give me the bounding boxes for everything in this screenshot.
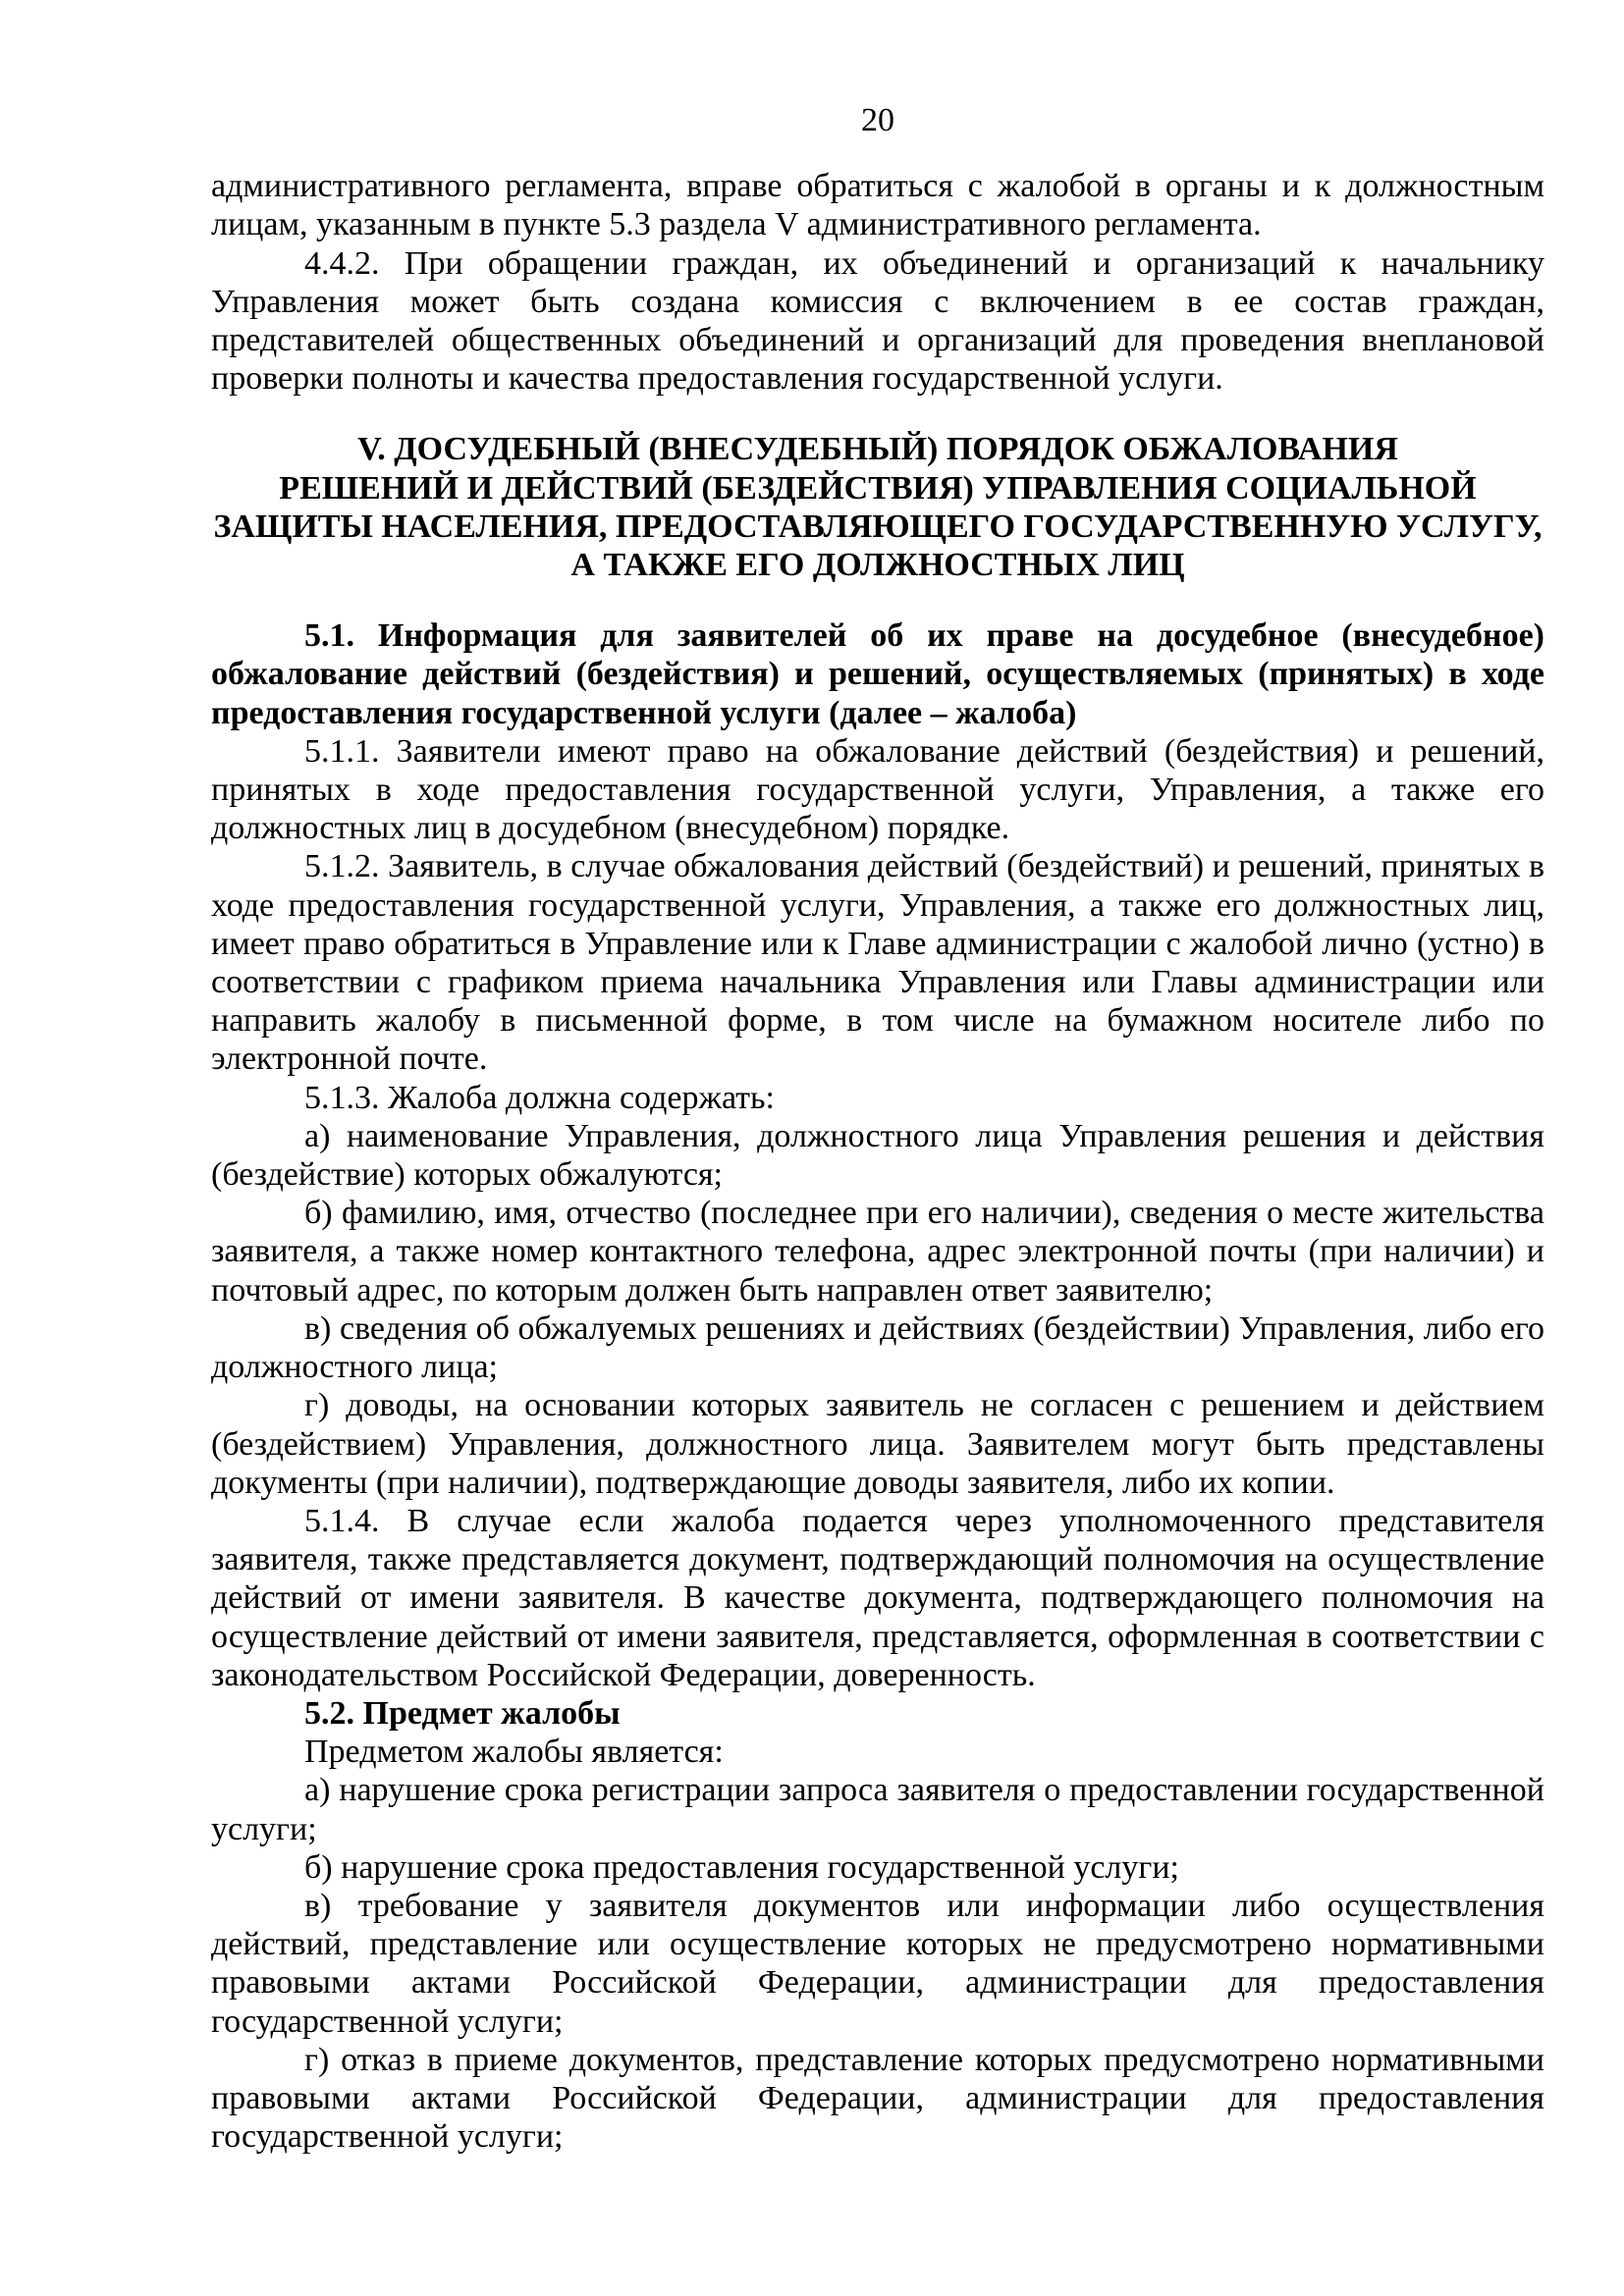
section-v-heading-line-1: V. ДОСУДЕБНЫЙ (ВНЕСУДЕБНЫЙ) ПОРЯДОК ОБЖАЛОВАНИЯ xyxy=(357,431,1398,468)
paragraph-4-4-2: 4.4.2. При обращении граждан, их объединений и организаций к начальнику Управления может быть создана комиссия с включением в ее состав граждан, представителей общественных объединений и организаций для проведения внеплановой проверки полноты и качества предоставления государственной услуги. xyxy=(211,244,1544,398)
item-5-2-v: в) требование у заявителя документов или информации либо осуществления действий, представление или осуществление которых не предусмотрено нормативными правовыми актами Российской Федерации, администрации для предоставления государственной услуги; xyxy=(211,1887,1544,2040)
page-number: 20 xyxy=(861,102,894,138)
section-v-heading-line-4: А ТАКЖЕ ЕГО ДОЛЖНОСТНЫХ ЛИЦ xyxy=(570,547,1185,584)
item-5-1-3-b: б) фамилию, имя, отчество (последнее при его наличии), сведения о месте жительства заявителя, а также номер контактного телефона, адрес электронной почты (при наличии) и почтовый адрес, по которым должен быть направлен ответ заявителю; xyxy=(211,1195,1544,1308)
paragraph-5-1-heading: 5.1. Информация для заявителей об их праве на досудебное (внесудебное) обжалование действий (бездействия) и решений, осуществляемых (принятых) в ходе предоставления государственной услуги (далее – жалоба) xyxy=(211,617,1544,731)
paragraph-5-2-intro: Предметом жалобы является: xyxy=(304,1734,724,1771)
item-5-2-a: а) нарушение срока регистрации запроса заявителя о предоставлении государственной услуги; xyxy=(211,1772,1544,1847)
text-column xyxy=(211,101,1544,2156)
section-v-heading-line-3: ЗАЩИТЫ НАСЕЛЕНИЯ, ПРЕДОСТАВЛЯЮЩЕГО ГОСУДАРСТВЕННУЮ УСЛУГУ, xyxy=(213,507,1543,545)
item-5-1-3-g: г) доводы, на основании которых заявитель не согласен с решением и действием (бездействием) Управления, должностного лица. Заявителем могут быть представлены документы (при наличии), подтверждающие доводы заявителя, либо их копии. xyxy=(211,1387,1544,1501)
section-v-heading-line-2: РЕШЕНИЙ И ДЕЙСТВИЙ (БЕЗДЕЙСТВИЯ) УПРАВЛЕНИЯ СОЦИАЛЬНОЙ xyxy=(279,469,1477,507)
paragraph-5-1-4: 5.1.4. В случае если жалоба подается через уполномоченного представителя заявителя, также представляется документ, подтверждающий полномочия на осуществление действий от имени заявителя. В качестве документа, подтверждающего полномочия на осуществление действий от имени заявителя, представляется, оформленная в соответствии с законодательством Российской Федерации, доверенность. xyxy=(211,1502,1544,1693)
item-5-2-g: г) отказ в приеме документов, представление которых предусмотрено нормативными правовыми актами Российской Федерации, администрации для предоставления государственной услуги; xyxy=(211,2041,1544,2156)
section-v-heading xyxy=(211,430,1544,584)
item-5-1-3-a: а) наименование Управления, должностного лица Управления решения и действия (бездействие) которых обжалуются; xyxy=(211,1117,1544,1194)
item-5-2-b: б) нарушение срока предоставления государственной услуги; xyxy=(304,1848,1179,1886)
paragraph-5-1-2: 5.1.2. Заявитель, в случае обжалования действий (бездействий) и решений, принятых в ходе предоставления государственной услуги, Управления, а также его должностных лиц, имеет право обратиться в Управление или к Главе администрации с жалобой лично (устно) в соответствии с графиком приема начальника Управления или Главы администрации или направить жалобу в письменной форме, в том числе на бумажном носителе либо по электронной почте. xyxy=(211,848,1544,1078)
paragraph-5-1-3: 5.1.3. Жалоба должна содержать: xyxy=(304,1079,775,1116)
paragraph-4-4-1-continuation: административного регламента, вправе обратиться с жалобой в органы и к должностным лицам, указанным в пункте 5.3 раздела V административного регламента. xyxy=(211,168,1544,243)
paragraph-5-2-heading: 5.2. Предмет жалобы xyxy=(304,1694,621,1732)
item-5-1-3-v: в) сведения об обжалуемых решениях и действиях (бездействии) Управления, либо его должностного лица; xyxy=(211,1309,1544,1386)
paragraph-5-1-1: 5.1.1. Заявители имеют право на обжалование действий (бездействия) и решений, принятых в ходе предоставления государственной услуги, Управления, а также его должностных лиц в досудебном (внесудебном) порядке. xyxy=(211,732,1544,847)
